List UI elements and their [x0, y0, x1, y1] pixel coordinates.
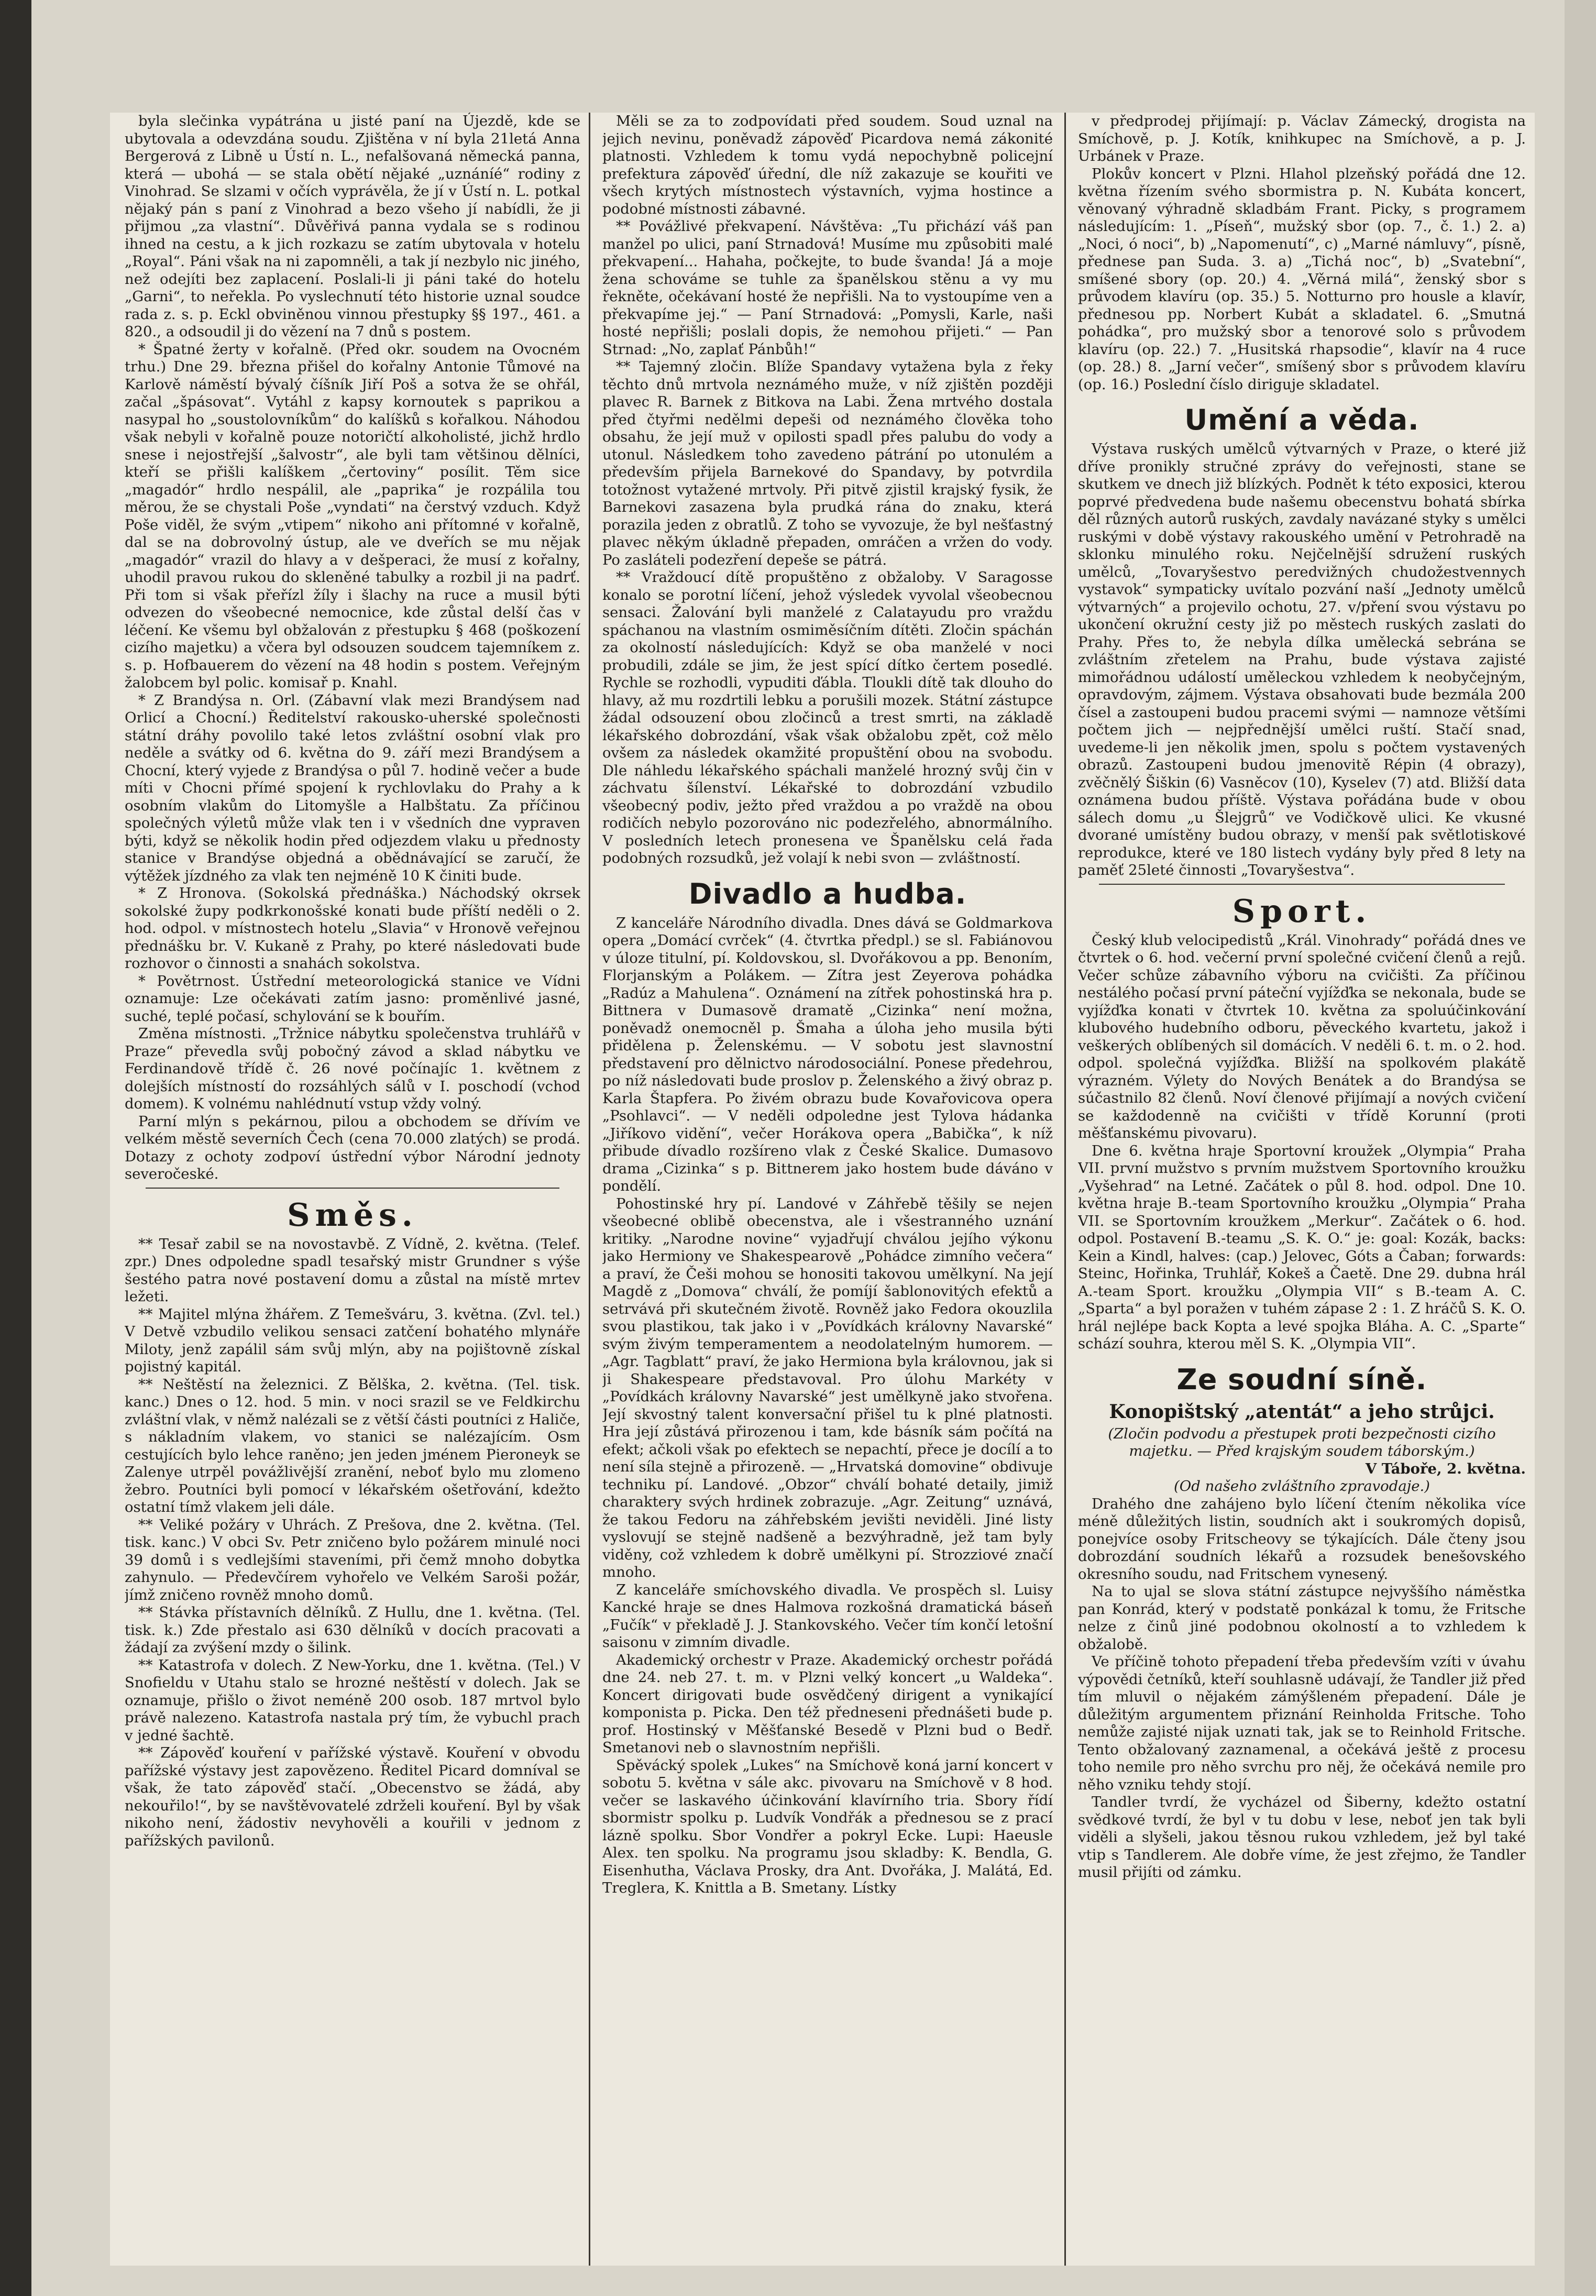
article-text: ** Tajemný zločin. Blíže Spandavy vytažena byla z řeky těchto dnů mrtvola neznámého muže, v níž zjištěn později plavec R. Barnek z Bitkova na Labi. Žena mrtvého dostala před čtyřmi nedělmi depeši od neznámého člověka toho obsahu, že její muž v opilosti spadl přes palubu do vody a utonul. Následkem toho zavedeno pátrání po utonulém a především přijela Barnekové do Spandavy, by potvrdila totožnost vytažené mrtvoly. Při pitvě zjistil krajský fysik, že Barnekovi zasazena byla prudká rána do znaku, která porazila jeden z obratlů. Z toho se vyvozuje, že byl nešťastný plavec někým úkladně přepaden, omráčen a vržen do vody. Po zasláteli podezření depeše se pátrá. [602, 358, 1053, 568]
column-2 [602, 113, 1053, 2266]
section-divider [146, 1188, 559, 1189]
article-text: Změna místnosti. „Tržnice nábytku společenstva truhlářů v Praze“ převedla svůj pobočný závod a sklad nábytku ve Ferdinandově třídě č. 26 nové počínajíc 1. květnem z dolejších místností do rozsáhlých sálů v I. poschodí (vchod domem). K volnému nahlédnutí vstup vždy volný. [125, 1025, 580, 1112]
section-divider [1099, 884, 1505, 885]
section-heading-sport: Sport. [1232, 893, 1372, 930]
article-text: Drahého dne zahájeno bylo líčení čtením několika více méně důležitých listin, soudních akt i soukromých dopisů, ponejvíce osoby Fritscheovy se týkajících. Dále čteny jsou dobrozdání soudních lékařů a rozsudek benešovského okresního soudu, nad Fritschem vynesený. [1078, 1495, 1526, 1583]
article-text: v předprodej přijímají: p. Václav Zámecký, drogista na Smíchově, p. J. Kotík, knihkupec na Smíchově, a p. J. Urbánek v Praze. [1078, 113, 1526, 164]
article-text: Pohostinské hry pí. Landové v Záhřebě těšily se nejen všeobecné oblibě obecenstva, ale i všestranného uznání kritiky. „Narodne novine“ vyjadřují chválou jejího výkonu jako Hermiony ve Shakespearově „Pohádce zimního večera“ a praví, že Češi mohou se honositi takovou umělkyní. Na její Magdě z „Domova“ chválí, že pomíjí šablonovitých efektů a setrvává při skutečném životě. Rovněž jako Fedora okouzlila svou plastikou, tak jako i v „Povídkách královny Navarské“ svým živým temperamentem a neodolatelným humorem. — „Agr. Tagblatt“ praví, že jako Hermiona byla královnou, jak si ji Shakespeare představoval. Pro úlohu Markéty v „Povídkách královny Navarské“ jest umělkyně jako stvořena. Její skvostný talent konversační přišel tu k plné platnosti. Hra její zůstává přirozenou i tam, kde básník sám počítá na efekt; ačkoli však po efektech se nepachtí, přece je docílí a to není síla stejně a přirozeně. — „Hrvatská domovine“ obdivuje techniku pí. Landové. „Obzor“ chválí bohaté detaily, jimiž charaktery svých hrdinek zobrazuje. „Agr. Zeitung“ uznává, že takou Fedoru na záhřebském jevišti neviděli. Jiné listy vyslovují se stejně nadšeně a bezvýhradně, jež tam byly viděny, což vzhledem k dobrě umělkyni pí. Strozziové značí mnoho. [602, 1195, 1053, 1580]
article-text: Parní mlýn s pekárnou, pilou a obchodem se dřívím ve velkém městě severních Čech (cena 70.000 zlatých) se prodá. Dotazy z ochoty zodpoví ústřední výbor Národní jednoty severočeské. [125, 1113, 580, 1182]
left-scan-edge [0, 0, 31, 2296]
article-text: * Špatné žerty v kořalně. (Před okr. soudem na Ovocném trhu.) Dne 29. března přišel do kořalny Antonie Tůmové na Karlově náměstí bývalý číšník Jiří Poš a sotva že se ohřál, začal „špásovat“. Vytáhl z kapsy kornoutek s paprikou a nasypal ho „soustolovníkům“ do kalíšků s kořalkou. Náhodou však nebyli v kořalně pouze notoričtí alkoholisté, jichž hrdlo snese i nejostřejší „šalvostr“, ale byli tam většinou dělníci, kteří se přišli kalíškem „čertoviny“ posílit. Těm sice „magadór“ hrdlo nespálil, ale „paprika“ je rozpálila tou měrou, že se chystali Poše „vyndati“ na čerstvý vzduch. Když Poše viděl, že svým „vtipem“ nikoho ani přítomné v kořalně, dal se na dobrovolný ústup, ale ve dveřích se mu nějak „magadór“ vrazil do hlavy a v dešperaci, že musí z kořalny, uhodil pravou rukou do skleněné tabulky a rozbil ji na padrť. Při tom si však přeřízl žíly i šlachy na ruce a musil býti odvezen do všeobecné nemocnice, kde zůstal delší čas v léčení. Ke všemu byl obžalován z přestupku § 468 (poškození cizího majetku) a včera byl odsouzen soudcem tajemníkem z. s. p. Hofbauerem do vězení na 48 hodin s postem. Veřejným žalobcem byl polic. komisař p. Knahl. [125, 340, 580, 691]
right-scan-edge [1565, 0, 1596, 2296]
article-text: Český klub velocipedistů „Král. Vinohrady“ pořádá dnes ve čtvrtek o 6. hod. večerní první společné cvičení členů a rejů. Večer schůze zábavního výboru na cvičišti. Za příčinou nestálého počasí první páteční vyjížďka se nekonala, bude se vyjížďka konati v čtvrtek 10. května za spoluúčinkování klubového hudebního odboru, pěveckého kvartetu, jakož i veškerých oblíbených sil domácích. V neděli 6. t. m. o 2. hod. odpol. společná vyjížďka. Bližší na spolkovém plakátě výrazném. Výlety do Nových Benátek a do Brandýsa se súčastnilo 82 členů. Noví členové přijímají a nových cvičení se každodenně na cvičišti v třídě Korunní (proti měšťanskému pivovaru). [1078, 931, 1526, 1141]
article-text: ** Stávka přístavních dělníků. Z Hullu, dne 1. května. (Tel. tisk. k.) Zde přestalo asi 630 dělníků v docích pracovati a žádají za zvýšení mzdy o šilink. [125, 1604, 580, 1656]
article-text: * Z Brandýsa n. Orl. (Zábavní vlak mezi Brandýsem nad Orlicí a Chocní.) Ředitelství rakousko-uherské společnosti státní dráhy povolilo také letos zvláštní osobní vlak pro neděle a svátky od 6. května do 9. září mezi Brandýsem a Chocní, který vyjede z Brandýsa o půl 7. hodině večer a bude míti v Chocni přímé spojení k rychlovlaku do Prahy a k osobním vlakům do Litomyšle a Halbštatu. Za příčinou společných výletů může vlak ten i v všedních dne vypraven býti, když se několik hodin před odjezdem vlaku u přednosty stanice v Brandýse objedná a obědnávající se zaručí, že výtěžek jízdného za vlak ten nejméně 10 K činiti bude. [125, 691, 580, 884]
correspondent-line: (Od našeho zvláštního zpravodaje.) [1173, 1478, 1430, 1495]
article-text: Výstava ruských umělců výtvarných v Praze, o které již dříve pronikly stručné zprávy do veřejnosti, stane se skutkem ve dnech již blízkých. Podnět k této exposici, kterou poprvé předvedena bude našemu obecenstvu bohatá sbírka děl různých autorů ruských, zavdaly navázané styky s umělci ruskými v době výstavy rakouského umění v Petrohradě na sklonku minulého roku. Nejčelnější sdružení ruských umělců, „Tovaryšestvo peredvižných chudožestvennych vystavok“ sympaticky uvítalo pozvání naší „Jednoty umělců výtvarných“ a projevilo ochotu, 27. v/pření svou výstavu po ukončení okružní cesty již po městech ruských zaslati do Prahy. Přes to, že nebyla dílka umělecká sebrána se zvláštním zřetelem na Prahu, bude výstava zajisté mimořádnou událostí uměleckou vzhledem k neobyčejným, opravdovým, zájmem. Výstava obsahovati bude bezmála 200 čísel a zastoupeni budou pracemi svými — namnoze většími počtem jich — nejpřednější umělci ruští. Stačí snad, uvedeme-li jen několik jmen, spolu s počtem vystavených obrazů. Zastoupeni budou jmenovitě Répin (4 obrazy), zvěčnělý Šiškin (6) Vasněcov (10), Kyselev (7) atd. Bližší data oznámena budou příště. Výstava pořádána bude v obou sálech domu „u Šlejgrů“ ve Vodičkově ulici. Ke vkusné dvorané umístěny budou obrazy, v menší pak světlotiskové reprodukce, které ve 180 listech vydány byly před 8 lety na paměť 25leté činnosti „Tovaryšestva“. [1078, 441, 1526, 878]
article-text: ** Zápověď kouření v pařížské výstavě. Kouření v obvodu pařížské výstavy jest zapovězeno. Ředitel Picard domníval se však, že tato zápověď stačí. „Obecenstvo se žádá, aby nekouřilo!“, by se navštěvovatelé zdrželi kouření. Byl by však nikoho není, žádostiv nevyhověli a kouřili v jednom z pařížských pavilonů. [125, 1744, 580, 1849]
article-deck: (Zločin podvodu a přestupek proti bezpečnosti cizího majetku. — Před krajským soudem táborským.) [1108, 1425, 1496, 1459]
article-text: ** Veliké požáry v Uhrách. Z Prešova, dne 2. května. (Tel. tisk. kanc.) V obci Sv. Petr zničeno bylo požárem minulé noci 39 domů i s vedlejšími staveními, při čemž mnoho dobytka zahynulo. — Předevčírem vyhořelo ve Velkém Saroši požár, jímž zničeno rovněž mnoho domů. [125, 1516, 580, 1603]
newspaper-page [110, 113, 1535, 2266]
section-heading-soud: Ze soudní síně. [1176, 1363, 1427, 1396]
article-text: byla slečinka vypátrána u jisté paní na Újezdě, kde se ubytovala a odevzdána soudu. Zjištěna v ní byla 21letá Anna Bergerová z Libně u Ústí n. L., nefalšovaná německá panna, která — ubohá — se stala obětí nějaké „uznáníé“ rodiny z Vinohrad. Se slzami v očích vyprávěla, že jí v Ústí n. L. potkal nějaký pán s paní z Vinohrad a bezo všeho jí nabídli, že ji přijmou „za vlastní“. Důvěřivá panna vydala se s rodinou ihned na cestu, a k jich rozkazu se zatím ubytovala v hotelu „Royal“. Páni však na ni zapomněli, a tak jí nezbylo nic jiného, než odejíti bez zaplacení. Poslali-li ji páni také do hotelu „Garni“, to neřekla. Po vyslechnutí této historie uznal soudce rada z. s. p. Eckl obviněnou vinnou přestupky §§ 197., 461. a 820., a odsoudil ji do vězení na 7 dnů s postem. [125, 113, 580, 340]
article-text: Ve příčině tohoto přepadení třeba především vzíti v úvahu výpovědi četníků, kteří souhlasně udávají, že Tandler již před tím mluvil o nějakém zámýšleném přepadení. Dále je důležitým argumentem přiznání Reinholda Fritsche. Toho nemůže zajisté nijak uznati tak, jak se to Reinhold Fritsche. Tento obžalovaný zaznamenal, a očekává ještě z procesu toho nemile pro něho svrchu pro něj, že očekává nemile pro něho vzniku tehdy stojí. [1078, 1653, 1526, 1793]
article-text: ** Neštěstí na železnici. Z Bělška, 2. května. (Tel. tisk. kanc.) Dnes o 12. hod. 5 min. v noci srazil se ve Feldkirchu zvláštní vlak, v němž nalézali se z větší části poutníci z Haliče, s nákladním vlakem, vo stanici se nalézajícím. Osm cestujících bylo lehce raněno; jen jeden jménem Pieroneyk se Zalenye utrpěl povážlivější zranění, neboť bylo mu zlomeno žebro. Poutníci byli pomocí v lékařském ošetřování, kdežto ostatní tímž vlakem jeli dále. [125, 1376, 580, 1515]
article-text: * Povětrnost. Ústřední meteorologická stanice ve Vídni oznamuje: Lze očekávati zatím jasno: proměnlivé jasné, suché, teplé počasí, schylování se k bouřím. [125, 972, 580, 1025]
article-text: Z kanceláře Národního divadla. Dnes dává se Goldmarkova opera „Domácí cvrček“ (4. čtvrtka předpl.) se sl. Fabiánovou v úloze titulní, pí. Koldovskou, sl. Dvořákovou a pp. Benoním, Florjanským a Polákem. — Zítra jest Zeyerova pohádka „Radúz a Mahulena“. Oznámení na zítřek pohostinská hra p. Bittnera v Dumasově dramatě „Cizinka“ není možna, poněvadž onemocněl p. Šmaha a úloha jeho musila býti přidělena p. Želenskému. — V sobotu jest slavnostní představení pro dělnictvo národosociální. Ponese předehrou, po níž následovati bude proslov p. Želenského a živý obraz p. Karla Štapfera. Po živém obrazu bude Kovařovicova opera „Psohlavci“. — V neděli odpoledne jest Tylova hádanka „Jiříkovo vidění“, večer Horákova opera „Babička“, k níž přibude dívadlo rozšíreno vlak z České Skalice. Dumasovo drama „Cizinka“ s p. Bittnerem jako hostem bude dáváno v pondělí. [602, 914, 1053, 1194]
dateline: V Táboře, 2. května. [1365, 1460, 1526, 1477]
article-text: ** Vraždoucí dítě propuštěno z obžaloby. V Saragosse konalo se porotní líčení, jehož výsledek vyvolal všeobecnou sensaci. Žalování byli manželé z Calatayudu pro vraždu spáchanou na vlastním osmiměsíčním dítěti. Zločin spáchán za okolností následujících: Když se oba manželé v noci probudili, zdále se jim, že jest spící dítko čertem posedlé. Rychle se rozhodli, vypuditi ďábla. Tloukli dítě tak dlouho do hlavy, až mu rozdrtili lebku a porušili mozek. Státní zástupce žádal odsouzení obou zločinců a trest smrti, na základě lékařského dobrozdání, však však obžalobu zpět, což mělo ovšem za následek okamžité propuštění obou na svobodu. Dle náhledu lékařského spáchali manželé hrozný svůj čin v záchvatu šílenství. Lékařské to dobrozdání vzbudilo všeobecný podiv, ježto před vraždou a po vraždě na obou rodičích nebylo pozorováno nic podezřelého, abnormálního. V posledních letech pronesena ve Španělsku celá řada podobných rozsudků, jež volají k nebi svon — zvláštností. [602, 569, 1053, 866]
article-text: ** Povážlivé překvapení. Návštěva: „Tu přichází váš pan manžel po ulici, paní Strnadová! Musíme mu způsobiti malé překvapení... Hahaha, počkejte, to bude švanda! Já a moje žena schováme se tuhle za španělskou stěnu a vy mu řekněte, očekávaní hosté že nepřišli. Na to vystoupíme ven a překvapíme jej.“ — Paní Strnadová: „Pomysli, Karle, naši hosté nepřišli; poslali dopis, že nemohou přijeti.“ — Pan Strnad: „No, zaplať Pánbůh!“ [602, 218, 1053, 358]
section-heading-smes: Směs. [287, 1196, 418, 1234]
article-text: ** Katastrofa v dolech. Z New-Yorku, dne 1. května. (Tel.) V Snofieldu v Utahu stalo se hrozné neštěstí v dolech. Jak se oznamuje, přišlo o život neméně 200 osob. 187 mrtvol bylo právě nalezeno. Katastrofa nastala prý tím, že vybuchl prach v jedné šachtě. [125, 1656, 580, 1744]
column-rule [1064, 113, 1066, 2266]
column-3 [1078, 113, 1526, 2266]
article-text: Tandler tvrdí, že vycházel od Šiberny, kdežto ostatní svědkové tvrdí, že byl v tu dobu v lese, neboť jen tak byli viděli a slyšeli, jakou těsnou rukou vzhledem, jež byl také vtip s Tandlerem. Ale dobře víme, že jest zřejmo, že Tandler musil přijíti od zámku. [1078, 1794, 1526, 1881]
column-1 [125, 113, 580, 2266]
column-rule [589, 113, 590, 2266]
article-text: * Z Hronova. (Sokolská přednáška.) Náchodský okrsek sokolské župy podkrkonošské konati bude příští neděli o 2. hod. odpol. v místnostech hotelu „Slavia“ v Hronově veřejnou přednášku br. V. Kukaně z Prahy, po které následovati bude rozhovor o činnosti a snahách sokolstva. [125, 885, 580, 972]
article-text: Plokův koncert v Plzni. Hlahol plzeňský pořádá dne 12. května řízením svého sbormistra p. N. Kubáta koncert, věnovaný výhradně skladbám Frant. Picky, s programem následujícím: 1. „Píseň“, mužský sbor (op. 7., č. 1.) 2. a) „Noci, ó noci“, b) „Napomenutí“, c) „Marné námluvy“, písně, přednese pan Suda. 3. a) „Tichá noc“, b) „Svatební“, smíšené sbory (op. 20.) 4. „Věrná milá“, ženský sbor s průvodem klavíru (op. 35.) 5. Notturno pro housle a klavír, přednesou pp. Norbert Kubát a skladatel. 6. „Smutná pohádka“, pro mužský sbor a tenorové solo s průvodem klavíru (op. 22.) 7. „Husitská rhapsodie“, klavír na 4 ruce (op. 28.) 8. „Jarní večer“, smíšený sbor s průvodem klavíru (op. 16.) Poslední číslo diriguje skladatel. [1078, 165, 1526, 393]
section-heading-umeni: Umění a věda. [1184, 403, 1419, 436]
article-subheading: Konopištský „atentát“ a jeho strůjci. [1109, 1400, 1495, 1423]
article-text: Z kanceláře smíchovského divadla. Ve prospěch sl. Luisy Kancké hraje se dnes Halmova rozkošná dramatická báseň „Fučík“ v překladě J. J. Stankovského. Večer tím končí letošní saisonu v zimním divadle. [602, 1581, 1053, 1651]
article-text: Měli se za to zodpovídati před soudem. Soud uznal na jejich nevinu, poněvadž zápověď Picardova nemá zákonité platnosti. Vzhledem k tomu vydá nepochybně policejní prefektura zápověď úřední, dle níž zakazuje se kouřiti ve všech krytých místnostech výstavních, vyjma hostince a podobné místnosti zábavné. [602, 113, 1053, 217]
article-text: Akademický orchestr v Praze. Akademický orchestr pořádá dne 24. neb 27. t. m. v Plzni velký koncert „u Waldeka“. Koncert dirigovati bude osvědčený dirigent a vynikající komponista p. Picka. Den též předneseni přednášeti bude p. prof. Hostinský v Měšťanské Besedě v Plzni bud o Bedř. Smetanovi neb o slavnostním nepřišli. [602, 1651, 1053, 1756]
article-text: Na to ujal se slova státní zástupce nejvyššího náměstka pan Konrád, který v podstatě ponkázal k tomu, že Fritsche nelze z činů jiné podobnou okolností a to vzhledem k obžalobě. [1078, 1583, 1526, 1653]
article-text: ** Tesař zabil se na novostavbě. Z Vídně, 2. května. (Telef. zpr.) Dnes odpoledne spadl tesařský mistr Grundner s výše šestého patra nové postavení domu a zůstal na místě mrtev ležeti. [125, 1235, 580, 1305]
section-heading-divadlo: Divadlo a hudba. [688, 877, 967, 910]
article-text: ** Majitel mlýna žhářem. Z Temešváru, 3. května. (Zvl. tel.) V Detvě vzbudilo velikou sensaci zatčení bohatého mlynáře Miloty, jenž zapálil sám svůj mlýn, aby na pojištovně získal pojistný kapitál. [125, 1305, 580, 1375]
article-text: Spěvácký spolek „Lukes“ na Smíchově koná jarní koncert v sobotu 5. května v sále akc. pivovaru na Smíchově v 8 hod. večer se laskavého účinkování klavírního tria. Sbory řídí sbormistr spolku p. Ludvík Vondřák a přednesou se z prací lázně spolku. Sbor Vondřer a pokryl Ecke. Lupi: Haeusle Alex. ten spolku. Na programu jsou skladby: K. Bendla, G. Eisenhutha, Václava Prosky, dra Ant. Dvořáka, J. Malátá, Ed. Treglera, K. Knittla a B. Smetany. Lístky [602, 1756, 1053, 1896]
article-text: Dne 6. května hraje Sportovní kroužek „Olympia“ Praha VII. první mužstvo s prvním mužstvem Sportovního kroužku „Vyšehrad“ na Letné. Začátek o půl 8. hod. odpol. Dne 10. května hraje B.-team Sportovního kroužku „Olympia“ Praha VII. se Sportovním kroužkem „Merkur“. Začátek o 6. hod. odpol. Postavení B.-teamu „S. K. O.“ je: goal: Kozák, backs: Kein a Kindl, halves: (cap.) Jelovec, Góts a Čaban; forwards: Steinc, Hořinka, Truhlář, Kokeš a Čaetě. Dne 29. dubna hrál A.-team Sport. kroužku „Olympia VII“ s B.-team A. C. „Sparta“ a byl poražen v tuhém zápase 2 : 1. Z hráčů S. K. O. hrál nejlépe back Kopta a levé spojka Bláha. A. C. „Sparte“ schází souhra, kterou měl S. K. „Olympia VII“. [1078, 1142, 1526, 1352]
